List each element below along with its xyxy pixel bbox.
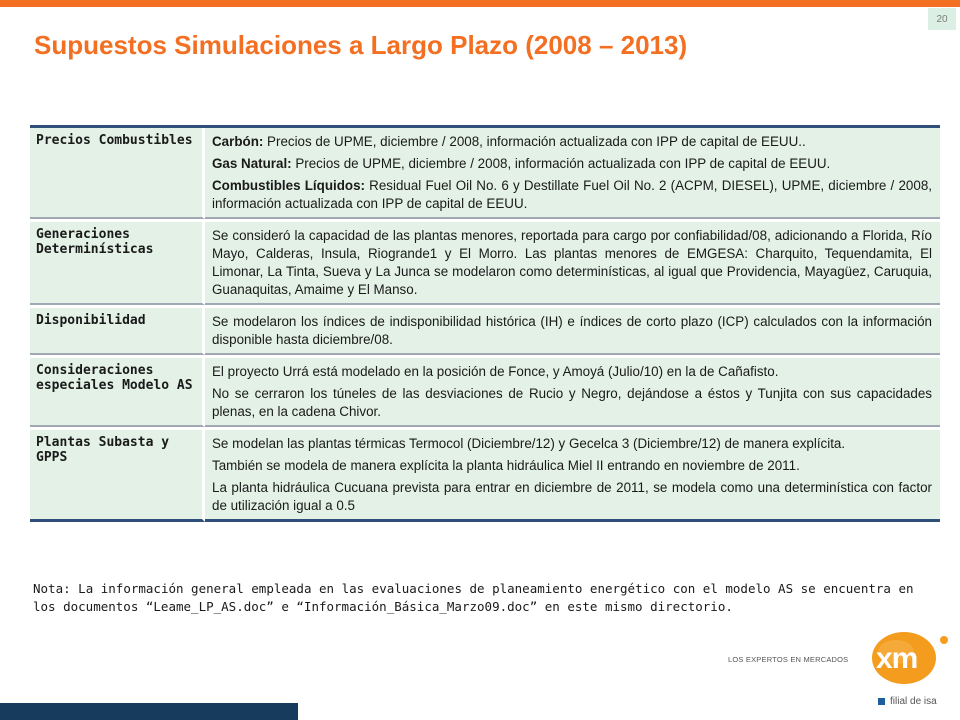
description-paragraph [212, 363, 932, 381]
paragraph-text: También se modela de manera explícita la planta hidráulica Miel II entrando en noviembre de 2011. [212, 458, 800, 473]
description-paragraph [212, 177, 932, 213]
filial-square-icon [878, 698, 885, 705]
filial-label [878, 696, 937, 707]
row-label: Generaciones Determinísticas [30, 219, 205, 305]
logo-mark-text: xm [876, 642, 918, 675]
description-paragraph [212, 435, 932, 453]
paragraph-text: Precios de UPME, diciembre / 2008, información actualizada con IPP de capital de EEUU.. [263, 134, 806, 149]
table-row [30, 355, 940, 427]
footnote-prefix: Nota: [33, 581, 71, 596]
row-label: Disponibilidad [30, 305, 205, 355]
description-paragraph [212, 133, 932, 151]
bottom-accent-bar [0, 703, 298, 720]
paragraph-text: Se modelan las plantas térmicas Termocol (Diciembre/12) y Gecelca 3 (Diciembre/12) de manera explícita. [212, 436, 846, 451]
description-paragraph [212, 385, 932, 421]
top-accent-bar [0, 0, 960, 7]
paragraph-text: Se consideró la capacidad de las plantas menores, reportada para cargo por confiabilidad/08, adicionando a Florida, Río Mayo, Calderas, Insula, Riogrande1 y El Morro. Las plantas menores de EMGESA: Charquito, Tequendamita, El Limonar, La Tinta, Sueva y La Junca se modelaron como determinísticas, al igual que Providencia, Mayagüez, Caruquia, Guanaquitas, Amaime y El Manso. [212, 228, 932, 297]
assumptions-table-body [30, 128, 940, 522]
paragraph-term: Carbón: [212, 134, 264, 149]
paragraph-text: Se modelaron los índices de indisponibilidad histórica (IH) e índices de corto plazo (ICP) calculados con la información disponible hasta diciembre/08. [212, 314, 932, 347]
description-paragraph [212, 155, 932, 173]
assumptions-table [30, 125, 940, 522]
logo-tagline: LOS EXPERTOS EN MERCADOS [728, 655, 849, 664]
footnote-text: La información general empleada en las evaluaciones de planeamiento energético con el modelo AS se encuentra en los documentos “Leame_LP_AS.doc” e “Información_Básica_Marzo09.doc” en este mismo directorio. [33, 581, 914, 614]
filial-text: filial de isa [890, 696, 937, 707]
row-label: Consideraciones especiales Modelo AS [30, 355, 205, 427]
description-paragraph [212, 313, 932, 349]
row-label: Plantas Subasta y GPPS [30, 427, 205, 522]
table-row [30, 219, 940, 305]
row-description [205, 305, 940, 355]
paragraph-text: Residual Fuel Oil No. 6 y Destillate Fuel Oil No. 2 (ACPM, DIESEL), UPME, diciembre / 2008, información actualizada con IPP de capital de EEUU. [212, 178, 932, 211]
paragraph-text: Precios de UPME, diciembre / 2008, información actualizada con IPP de capital de EEUU. [291, 156, 831, 171]
xm-logo [728, 618, 948, 714]
page-number: 20 [928, 8, 956, 30]
description-paragraph [212, 479, 932, 515]
row-description [205, 427, 940, 522]
row-description [205, 128, 940, 219]
row-description [205, 355, 940, 427]
footnote [33, 580, 925, 616]
paragraph-term: Gas Natural: [212, 156, 292, 171]
table-row [30, 305, 940, 355]
paragraph-text: La planta hidráulica Cucuana prevista para entrar en diciembre de 2011, se modela como una determinística con factor de utilización igual a 0.5 [212, 480, 932, 513]
table-row [30, 427, 940, 522]
paragraph-text: No se cerraron los túneles de las desviaciones de Rucio y Negro, dejándose a éstos y Tunjita con sus capacidades plenas, en la cadena Chivor. [212, 386, 932, 419]
row-label: Precios Combustibles [30, 128, 205, 219]
row-description [205, 219, 940, 305]
description-paragraph [212, 457, 932, 475]
paragraph-text: El proyecto Urrá está modelado en la posición de Fonce, y Amoyá (Julio/10) en la de Cañafisto. [212, 364, 779, 379]
description-paragraph [212, 227, 932, 299]
slide-title: Supuestos Simulaciones a Largo Plazo (2008 – 2013) [34, 30, 688, 60]
paragraph-term: Combustibles Líquidos: [212, 178, 365, 193]
table-row [30, 128, 940, 219]
